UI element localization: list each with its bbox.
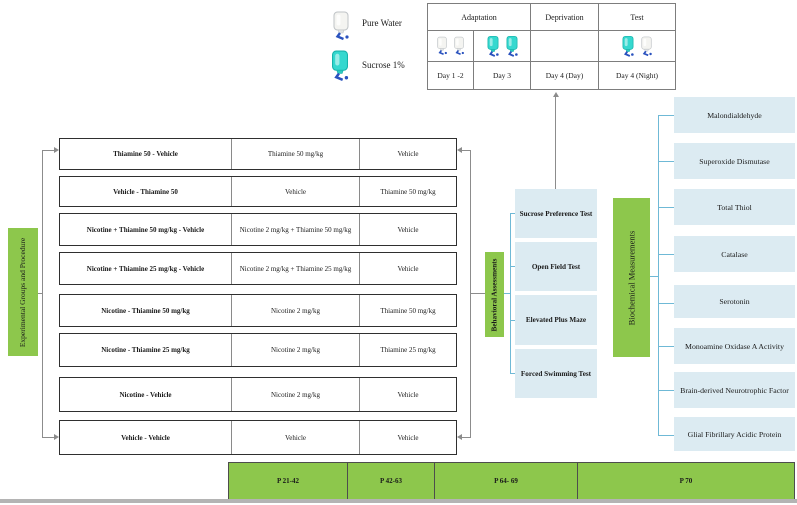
bottles-day1-2 — [427, 30, 474, 62]
bottles-day3 — [473, 30, 531, 62]
pure-water-bottle-icon — [330, 11, 352, 46]
pure-water-bottle-icon — [452, 36, 466, 56]
group-name: Thiamine 50 - Vehicle — [113, 150, 178, 158]
behavioral-test-box: Sucrose Preference Test — [515, 189, 597, 238]
left-bracket-line — [42, 150, 43, 438]
sucrose-bottle-icon — [620, 35, 636, 58]
biochemical-measure-box: Glial Fibrillary Acidic Protein — [674, 417, 795, 451]
biochemical-measure-box: Brain-derived Neurotrophic Factor — [674, 372, 795, 408]
behavioral-test-box: Open Field Test — [515, 242, 597, 291]
treatment-1: Nicotine 2 mg/kg + Thiamine 25 mg/kg — [231, 253, 359, 284]
pure-water-label: Pure Water — [362, 18, 402, 28]
arrowhead-left — [457, 147, 462, 153]
phase-test: Test — [598, 3, 676, 31]
timeline-segment-p21-42: P 21-42 — [228, 462, 348, 500]
treatment-2: Vehicle — [359, 421, 456, 454]
connector-line — [658, 254, 674, 255]
figure-bottom-shadow — [0, 499, 797, 503]
group-name: Vehicle - Thiamine 50 — [113, 187, 178, 196]
right-bracket-line — [470, 150, 471, 438]
day-3-label: Day 3 — [473, 61, 531, 90]
sucrose-schedule-table — [427, 3, 676, 90]
connector-line — [42, 150, 54, 151]
sucrose-bottle-icon — [328, 50, 352, 87]
group-row — [59, 138, 457, 170]
treatment-2: Vehicle — [359, 378, 456, 411]
biochemical-measure-box: Catalase — [674, 236, 795, 272]
treatment-2: Thiamine 25 mg/kg — [359, 334, 456, 366]
day-4-day-label: Day 4 (Day) — [530, 61, 599, 90]
timeline-segment-p70: P 70 — [577, 462, 795, 500]
treatment-1: Nicotine 2 mg/kg + Thiamine 50 mg/kg — [231, 214, 359, 245]
connector-line — [658, 435, 674, 436]
biochemical-measure-box: Monoamine Oxidase A Activity — [674, 328, 795, 364]
treatment-1: Thiamine 50 mg/kg — [231, 139, 359, 169]
connector-line — [658, 115, 674, 116]
biochemical-measure-box: Malondialdehyde — [674, 97, 795, 133]
bottles-day4-day-empty — [530, 30, 599, 62]
sucrose-bottle-icon — [485, 35, 501, 58]
connector-line — [650, 276, 658, 277]
treatment-2: Vehicle — [359, 214, 456, 245]
group-name: Vehicle - Vehicle — [121, 433, 170, 442]
experimental-groups-side-label: Experimental Groups and Procedure — [8, 228, 38, 356]
day-1-2-label: Day 1 -2 — [427, 61, 474, 90]
connector-line — [658, 303, 674, 304]
group-row — [59, 377, 457, 412]
treatment-1: Nicotine 2 mg/kg — [231, 295, 359, 326]
group-row — [59, 176, 457, 207]
biochemical-bracket-line — [658, 115, 659, 435]
treatment-1: Vehicle — [231, 177, 359, 206]
group-name: Nicotine - Thiamine 50 mg/kg — [101, 306, 190, 315]
connector-line — [462, 150, 471, 151]
behavioral-test-box: Forced Swimming Test — [515, 349, 597, 398]
group-row — [59, 420, 457, 455]
treatment-1: Nicotine 2 mg/kg — [231, 378, 359, 411]
timeline-segment-p64-69: P 64- 69 — [434, 462, 578, 500]
group-name: Nicotine + Thiamine 25 mg/kg - Vehicle — [86, 264, 205, 273]
arrowhead-left — [457, 434, 462, 440]
biochemical-measure-box: Total Thiol — [674, 189, 795, 225]
treatment-2: Thiamine 50 mg/kg — [359, 177, 456, 206]
schedule-connector-line — [555, 96, 556, 189]
connector-line — [658, 390, 674, 391]
connector-line — [658, 207, 674, 208]
day-4-night-label: Day 4 (Night) — [598, 61, 676, 90]
group-row — [59, 294, 457, 327]
arrowhead-up — [553, 92, 559, 97]
group-row — [59, 213, 457, 246]
connector-line — [658, 161, 674, 162]
biochemical-measure-box: Superoxide Dismutase — [674, 143, 795, 179]
phase-adaptation: Adaptation — [427, 3, 531, 31]
treatment-1: Vehicle — [231, 421, 359, 454]
pure-water-bottle-icon — [639, 36, 654, 57]
group-name: Nicotine - Vehicle — [119, 390, 172, 399]
group-name: Nicotine + Thiamine 50 mg/kg - Vehicle — [86, 225, 205, 234]
treatment-1: Nicotine 2 mg/kg — [231, 334, 359, 366]
biochemical-measurements-side-label: Biochemical Measurements — [613, 198, 650, 357]
connector-line — [462, 437, 471, 438]
treatment-2: Vehicle — [359, 139, 456, 169]
sucrose-bottle-icon — [504, 35, 520, 58]
biochemical-measure-box: Serotonin — [674, 285, 795, 318]
behavioral-test-box: Elevated Plus Maze — [515, 295, 597, 345]
phase-deprivation: Deprivation — [530, 3, 599, 31]
group-row — [59, 333, 457, 367]
connector-line — [658, 346, 674, 347]
treatment-2: Vehicle — [359, 253, 456, 284]
connector-line — [470, 293, 485, 294]
bottles-day4-night — [598, 30, 676, 62]
sucrose-label: Sucrose 1% — [362, 60, 405, 70]
group-row — [59, 252, 457, 285]
group-name: Nicotine - Thiamine 25 mg/kg — [101, 346, 190, 354]
connector-line — [42, 437, 54, 438]
timeline-segment-p42-63: P 42-63 — [347, 462, 435, 500]
pure-water-bottle-icon — [435, 36, 449, 56]
behavioral-bracket-line — [510, 213, 511, 374]
behavioral-assessments-side-label: Behavioral Assessments — [485, 252, 504, 337]
treatment-2: Thiamine 50 mg/kg — [359, 295, 456, 326]
